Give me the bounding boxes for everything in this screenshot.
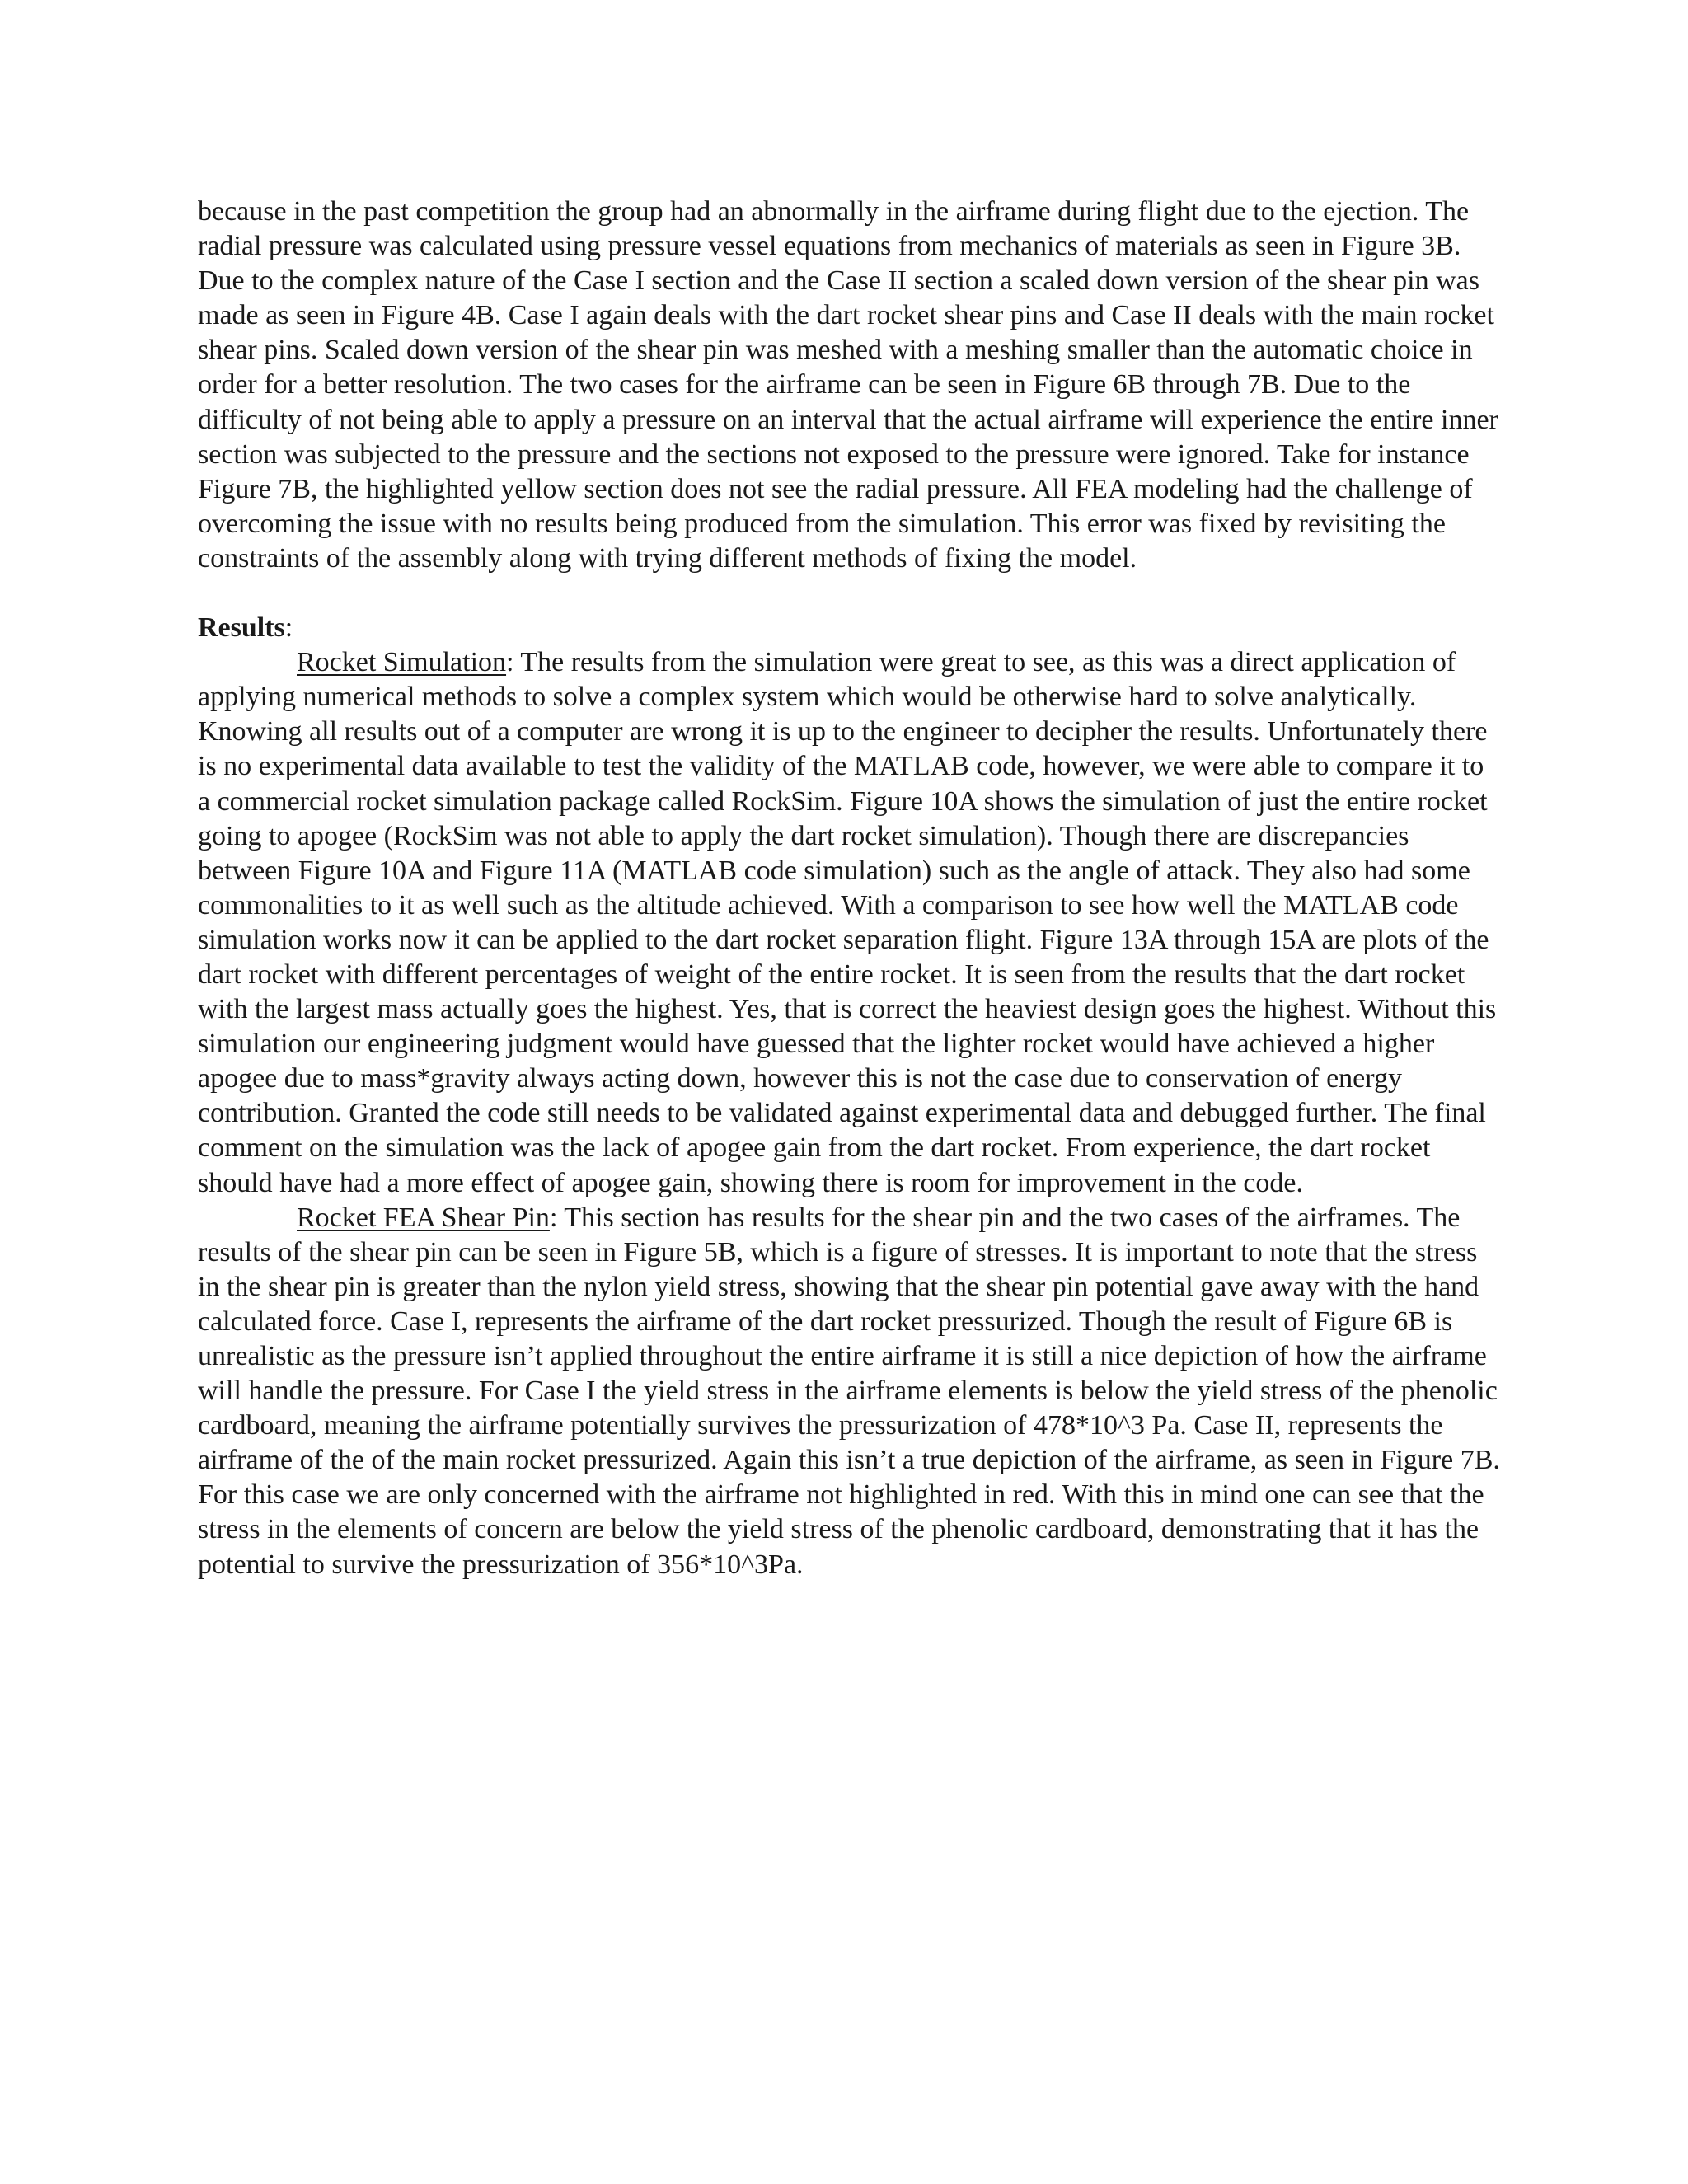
results-heading-colon: : [284, 612, 293, 644]
paragraph-spacer [198, 576, 1500, 611]
results-heading-text: Results [198, 612, 285, 644]
intro-paragraph: because in the past competition the group had an abnormally in the airframe during flight due to the ejection. The radial pressure was calculated using pressure vessel equations from mechanics of materials as seen in Figure 3B. Due to the complex nature of the Case I section and the Case II section a scaled down version of the shear pin was made as seen in Figure 4B. Case I again deals with the dart rocket shear pins and Case II deals with the main rocket shear pins. Scaled down version of the shear pin was meshed with a meshing smaller than the automatic choice in order for a better resolution. The two cases for the airframe can be seen in Figure 6B through 7B. Due to the difficulty of not being able to apply a pressure on an interval that the actual airframe will experience the entire inner section was subjected to the pressure and the sections not exposed to the pressure were ignored. Take for instance Figure 7B, the highlighted yellow section does not see the radial pressure. All FEA modeling had the challenge of overcoming the issue with no results being produced from the simulation. This error was fixed by revisiting the constraints of the assembly along with trying different methods of fixing the model. [198, 196, 1498, 574]
rocket-fea-shear-pin-title: Rocket FEA Shear Pin [297, 1202, 550, 1233]
rocket-fea-shear-pin-paragraph [198, 1201, 1500, 1582]
rocket-simulation-body: : The results from the simulation were great to see, as this was a direct application of applying numerical methods to solve a complex system which would be otherwise hard to solve analytically. Knowing all results out of a computer are wrong it is up to the engineer to decipher the results. Unfortunately there is no experimental data available to test the validity of the MATLAB code, however, we were able to compare it to a commercial rocket simulation package called RockSim. Figure 10A shows the simulation of just the entire rocket going to apogee (RockSim was not able to apply the dart rocket simulation). Though there are discrepancies between Figure 10A and Figure 11A (MATLAB code simulation) such as the angle of attack. They also had some commonalities to it as well such as the altitude achieved. With a comparison to see how well the MATLAB code simulation works now it can be applied to the dart rocket separation flight. Figure 13A through 15A are plots of the dart rocket with different percentages of weight of the entire rocket. It is seen from the results that the dart rocket with the largest mass actually goes the highest. Yes, that is correct the heaviest design goes the highest. Without this simulation our engineering judgment would have guessed that the lighter rocket would have achieved a higher apogee due to mass*gravity always acting down, however this is not the case due to conservation of energy contribution. Granted the code still needs to be validated against experimental data and debugged further. The final comment on the simulation was the lack of apogee gain from the dart rocket. From experience, the dart rocket should have had a more effect of apogee gain, showing there is room for improvement in the code. [198, 647, 1497, 1198]
document-page [198, 194, 1500, 1582]
rocket-simulation-title: Rocket Simulation [297, 647, 507, 678]
rocket-fea-shear-pin-body: : This section has results for the shear pin and the two cases of the airframes. The results of the shear pin can be seen in Figure 5B, which is a figure of stresses. It is important to note that the stress in the shear pin is greater than the nylon yield stress, showing that the shear pin potential gave away with the hand calculated force. Case I, represents the airframe of the dart rocket pressurized. Though the result of Figure 6B is unrealistic as the pressure isn’t applied throughout the entire airframe it is still a nice depiction of how the airframe will handle the pressure. For Case I the yield stress in the airframe elements is below the yield stress of the phenolic cardboard, meaning the airframe potentially survives the pressurization of 478*10^3 Pa. Case II, represents the airframe of the of the main rocket pressurized. Again this isn’t a true depiction of the airframe, as seen in Figure 7B. For this case we are only concerned with the airframe not highlighted in red. With this in mind one can see that the stress in the elements of concern are below the yield stress of the phenolic cardboard, demonstrating that it has the potential to survive the pressurization of 356*10^3Pa. [198, 1202, 1500, 1580]
rocket-simulation-paragraph [198, 645, 1500, 1201]
results-heading [198, 611, 1500, 645]
